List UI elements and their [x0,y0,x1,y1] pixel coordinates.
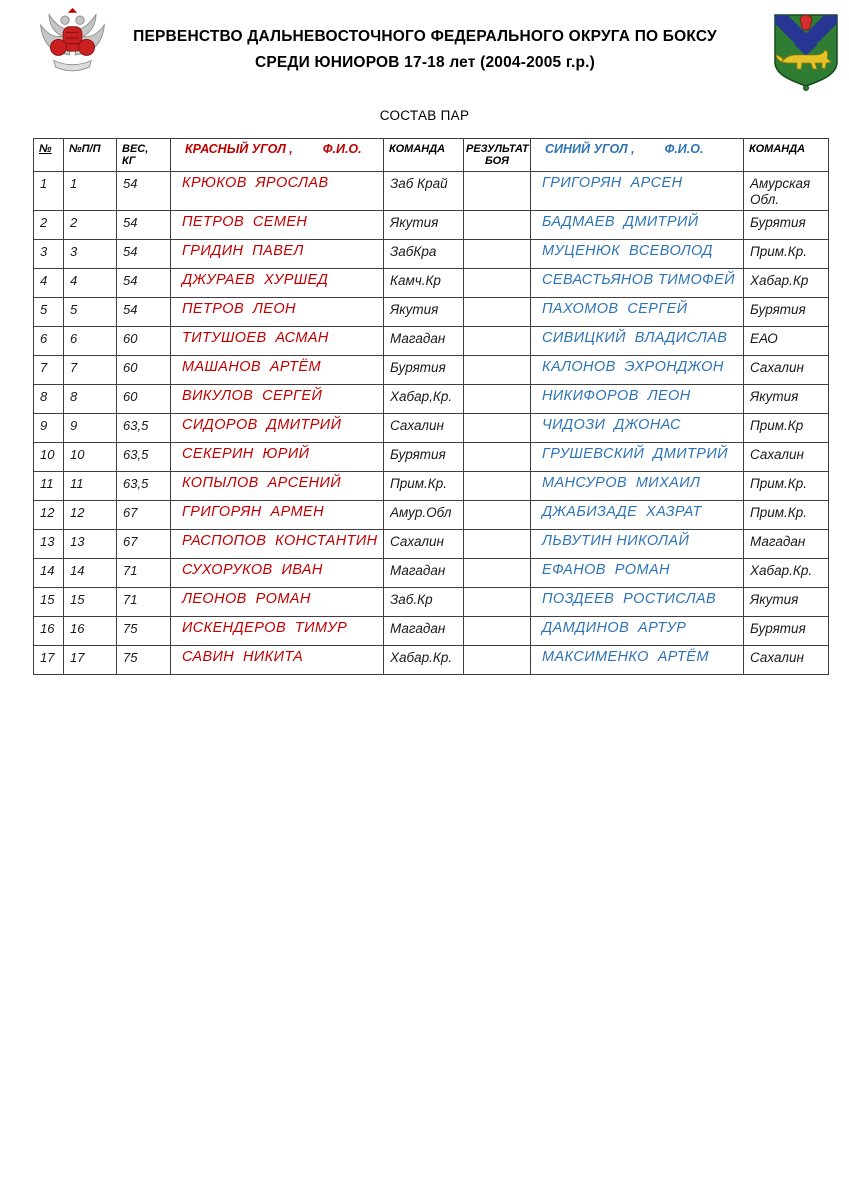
col-header-weight: ВЕС, КГ [117,139,171,172]
pair-number-cell: 5 [34,298,64,327]
red-corner-team-cell: Магадан [384,617,464,646]
bout-result-cell [464,269,531,298]
red-corner-name-cell: СУХОРУКОВ ИВАН [171,559,384,588]
bout-result-cell [464,443,531,472]
red-corner-team-cell: Камч.Кр [384,269,464,298]
pair-number-cell: 4 [34,269,64,298]
bout-result-cell [464,646,531,675]
blue-corner-team-cell: Хабар.Кр [744,269,829,298]
red-corner-name-cell: КРЮКОВ ЯРОСЛАВ [171,172,384,211]
red-corner-team-cell: Амур.Обл [384,501,464,530]
pairs-table-body [34,172,829,675]
pair-row [34,269,829,298]
pair-number-cell: 16 [34,617,64,646]
blue-corner-team-cell: Сахалин [744,356,829,385]
pair-row [34,414,829,443]
weight-cell: 67 [117,501,171,530]
bout-result-cell [464,298,531,327]
blue-corner-team-cell: Бурятия [744,617,829,646]
blue-corner-name-cell: СИВИЦКИЙ ВЛАДИСЛАВ [531,327,744,356]
pair-row [34,385,829,414]
pair-number-cell: 2 [34,211,64,240]
pair-order-cell: 12 [64,501,117,530]
weight-cell: 75 [117,617,171,646]
blue-corner-team-cell: Прим.Кр [744,414,829,443]
bout-result-cell [464,414,531,443]
col-header-pair-number: №П/П [64,139,117,172]
pair-order-cell: 4 [64,269,117,298]
blue-corner-name-cell: ЧИДОЗИ ДЖОНАС [531,414,744,443]
bout-result-cell [464,559,531,588]
red-corner-name-cell: ГРИГОРЯН АРМЕН [171,501,384,530]
pair-order-cell: 2 [64,211,117,240]
col-header-red-corner: КРАСНЫЙ УГОЛ , Ф.И.О. [171,139,384,172]
bout-result-cell [464,588,531,617]
pair-number-cell: 8 [34,385,64,414]
blue-corner-team-cell: Сахалин [744,646,829,675]
pair-order-cell: 11 [64,472,117,501]
tournament-title-line2: СРЕДИ ЮНИОРОВ 17-18 лет (2004-2005 г.р.) [254,54,596,71]
blue-corner-team-cell: Прим.Кр. [744,501,829,530]
red-corner-name-cell: КОПЫЛОВ АРСЕНИЙ [171,472,384,501]
red-corner-name-cell: СИДОРОВ ДМИТРИЙ [171,414,384,443]
blue-corner-name-cell: ДЖАБИЗАДЕ ХАЗРАТ [531,501,744,530]
weight-cell: 54 [117,172,171,211]
blue-corner-team-cell: Амурская Обл. [744,172,829,211]
pair-row [34,559,829,588]
weight-cell: 71 [117,559,171,588]
pair-number-cell: 15 [34,588,64,617]
pair-number-cell: 3 [34,240,64,269]
red-corner-name-cell: ПЕТРОВ ЛЕОН [171,298,384,327]
pair-number-cell: 13 [34,530,64,559]
pairs-table [33,138,829,675]
red-corner-team-cell: Хабар,Кр. [384,385,464,414]
weight-cell: 54 [117,240,171,269]
red-corner-team-cell: Бурятия [384,443,464,472]
pair-order-cell: 15 [64,588,117,617]
blue-corner-team-cell: Якутия [744,385,829,414]
weight-cell: 60 [117,356,171,385]
blue-corner-team-cell: Прим.Кр. [744,472,829,501]
pair-row [34,472,829,501]
red-corner-name-cell: ТИТУШОЕВ АСМАН [171,327,384,356]
weight-cell: 54 [117,269,171,298]
pair-order-cell: 14 [64,559,117,588]
pair-number-cell: 9 [34,414,64,443]
red-corner-team-cell: ЗабКра [384,240,464,269]
blue-corner-team-cell: Бурятия [744,298,829,327]
pair-row [34,443,829,472]
red-corner-team-cell: Сахалин [384,414,464,443]
pair-number-cell: 14 [34,559,64,588]
red-corner-name-cell: МАШАНОВ АРТЁМ [171,356,384,385]
bout-result-cell [464,327,531,356]
pair-row [34,211,829,240]
weight-cell: 63,5 [117,472,171,501]
red-corner-team-cell: Хабар.Кр. [384,646,464,675]
red-corner-name-cell: САВИН НИКИТА [171,646,384,675]
red-corner-name-cell: ДЖУРАЕВ ХУРШЕД [171,269,384,298]
blue-corner-team-cell: Бурятия [744,211,829,240]
tournament-title-line1: ПЕРВЕНСТВО ДАЛЬНЕВОСТОЧНОГО ФЕДЕРАЛЬНОГО ОКРУГА ПО БОКСУ [133,28,717,45]
pair-row [34,588,829,617]
blue-corner-team-cell: Хабар.Кр. [744,559,829,588]
pair-row [34,240,829,269]
blue-corner-name-cell: ПОЗДЕЕВ РОСТИСЛАВ [531,588,744,617]
pair-order-cell: 13 [64,530,117,559]
col-header-blue-corner: СИНИЙ УГОЛ , Ф.И.О. [531,139,744,172]
pair-number-cell: 1 [34,172,64,211]
blue-corner-name-cell: ЕФАНОВ РОМАН [531,559,744,588]
red-corner-team-cell: Якутия [384,298,464,327]
red-corner-team-cell: Якутия [384,211,464,240]
pair-row [34,327,829,356]
bout-result-cell [464,240,531,269]
bout-result-cell [464,617,531,646]
document-header [0,0,849,100]
bout-result-cell [464,472,531,501]
pairs-table-header [34,139,829,172]
red-corner-name-cell: ВИКУЛОВ СЕРГЕЙ [171,385,384,414]
weight-cell: 67 [117,530,171,559]
pair-row [34,646,829,675]
weight-cell: 63,5 [117,414,171,443]
blue-corner-name-cell: ДАМДИНОВ АРТУР [531,617,744,646]
col-header-number: № [34,139,64,172]
weight-cell: 60 [117,385,171,414]
pair-number-cell: 6 [34,327,64,356]
pair-number-cell: 11 [34,472,64,501]
weight-cell: 54 [117,211,171,240]
pair-row [34,356,829,385]
pair-order-cell: 5 [64,298,117,327]
blue-corner-name-cell: МУЦЕНЮК ВСЕВОЛОД [531,240,744,269]
blue-corner-name-cell: МАНСУРОВ МИХАИЛ [531,472,744,501]
primorsky-krai-emblem-icon [772,12,840,92]
blue-corner-team-cell: Якутия [744,588,829,617]
blue-corner-name-cell: ГРИГОРЯН АРСЕН [531,172,744,211]
tournament-title [120,24,730,76]
pair-number-cell: 17 [34,646,64,675]
blue-corner-team-cell: Сахалин [744,443,829,472]
weight-cell: 60 [117,327,171,356]
red-corner-team-cell: Магадан [384,559,464,588]
pair-order-cell: 1 [64,172,117,211]
blue-corner-name-cell: БАДМАЕВ ДМИТРИЙ [531,211,744,240]
weight-cell: 54 [117,298,171,327]
pair-row [34,501,829,530]
pair-row [34,298,829,327]
blue-corner-name-cell: СЕВАСТЬЯНОВ ТИМОФЕЙ [531,269,744,298]
pair-order-cell: 17 [64,646,117,675]
pair-number-cell: 10 [34,443,64,472]
blue-corner-name-cell: ЛЬВУТИН НИКОЛАЙ [531,530,744,559]
bout-result-cell [464,211,531,240]
pair-order-cell: 16 [64,617,117,646]
boxing-federation-emblem-icon [35,8,110,83]
pair-order-cell: 7 [64,356,117,385]
col-header-blue-team: КОМАНДА [744,139,829,172]
weight-cell: 75 [117,646,171,675]
red-corner-name-cell: РАСПОПОВ КОНСТАНТИН [171,530,384,559]
section-title: СОСТАВ ПАР [379,108,470,123]
blue-corner-name-cell: КАЛОНОВ ЭХРОНДЖОН [531,356,744,385]
pair-row [34,530,829,559]
blue-corner-team-cell: Прим.Кр. [744,240,829,269]
red-corner-team-cell: Заб.Кр [384,588,464,617]
pair-number-cell: 12 [34,501,64,530]
col-header-red-team: КОМАНДА [384,139,464,172]
blue-corner-team-cell: Магадан [744,530,829,559]
bout-result-cell [464,385,531,414]
bout-result-cell [464,172,531,211]
weight-cell: 71 [117,588,171,617]
red-corner-team-cell: Прим.Кр. [384,472,464,501]
red-corner-name-cell: ИСКЕНДЕРОВ ТИМУР [171,617,384,646]
pair-row [34,617,829,646]
pair-order-cell: 3 [64,240,117,269]
red-corner-team-cell: Бурятия [384,356,464,385]
pair-order-cell: 10 [64,443,117,472]
red-corner-name-cell: ПЕТРОВ СЕМЕН [171,211,384,240]
red-corner-team-cell: Заб Край [384,172,464,211]
blue-corner-name-cell: НИКИФОРОВ ЛЕОН [531,385,744,414]
red-corner-name-cell: ЛЕОНОВ РОМАН [171,588,384,617]
blue-corner-name-cell: ПАХОМОВ СЕРГЕЙ [531,298,744,327]
blue-corner-name-cell: МАКСИМЕНКО АРТЁМ [531,646,744,675]
blue-corner-name-cell: ГРУШЕВСКИЙ ДМИТРИЙ [531,443,744,472]
pair-order-cell: 8 [64,385,117,414]
bout-result-cell [464,501,531,530]
pair-row [34,172,829,211]
bout-result-cell [464,530,531,559]
bout-result-cell [464,356,531,385]
pair-order-cell: 6 [64,327,117,356]
pair-order-cell: 9 [64,414,117,443]
red-corner-name-cell: ГРИДИН ПАВЕЛ [171,240,384,269]
blue-corner-team-cell: ЕАО [744,327,829,356]
weight-cell: 63,5 [117,443,171,472]
red-corner-team-cell: Сахалин [384,530,464,559]
red-corner-team-cell: Магадан [384,327,464,356]
red-corner-name-cell: СЕКЕРИН ЮРИЙ [171,443,384,472]
pair-number-cell: 7 [34,356,64,385]
col-header-result: РЕЗУЛЬТАТ БОЯ [464,139,531,172]
